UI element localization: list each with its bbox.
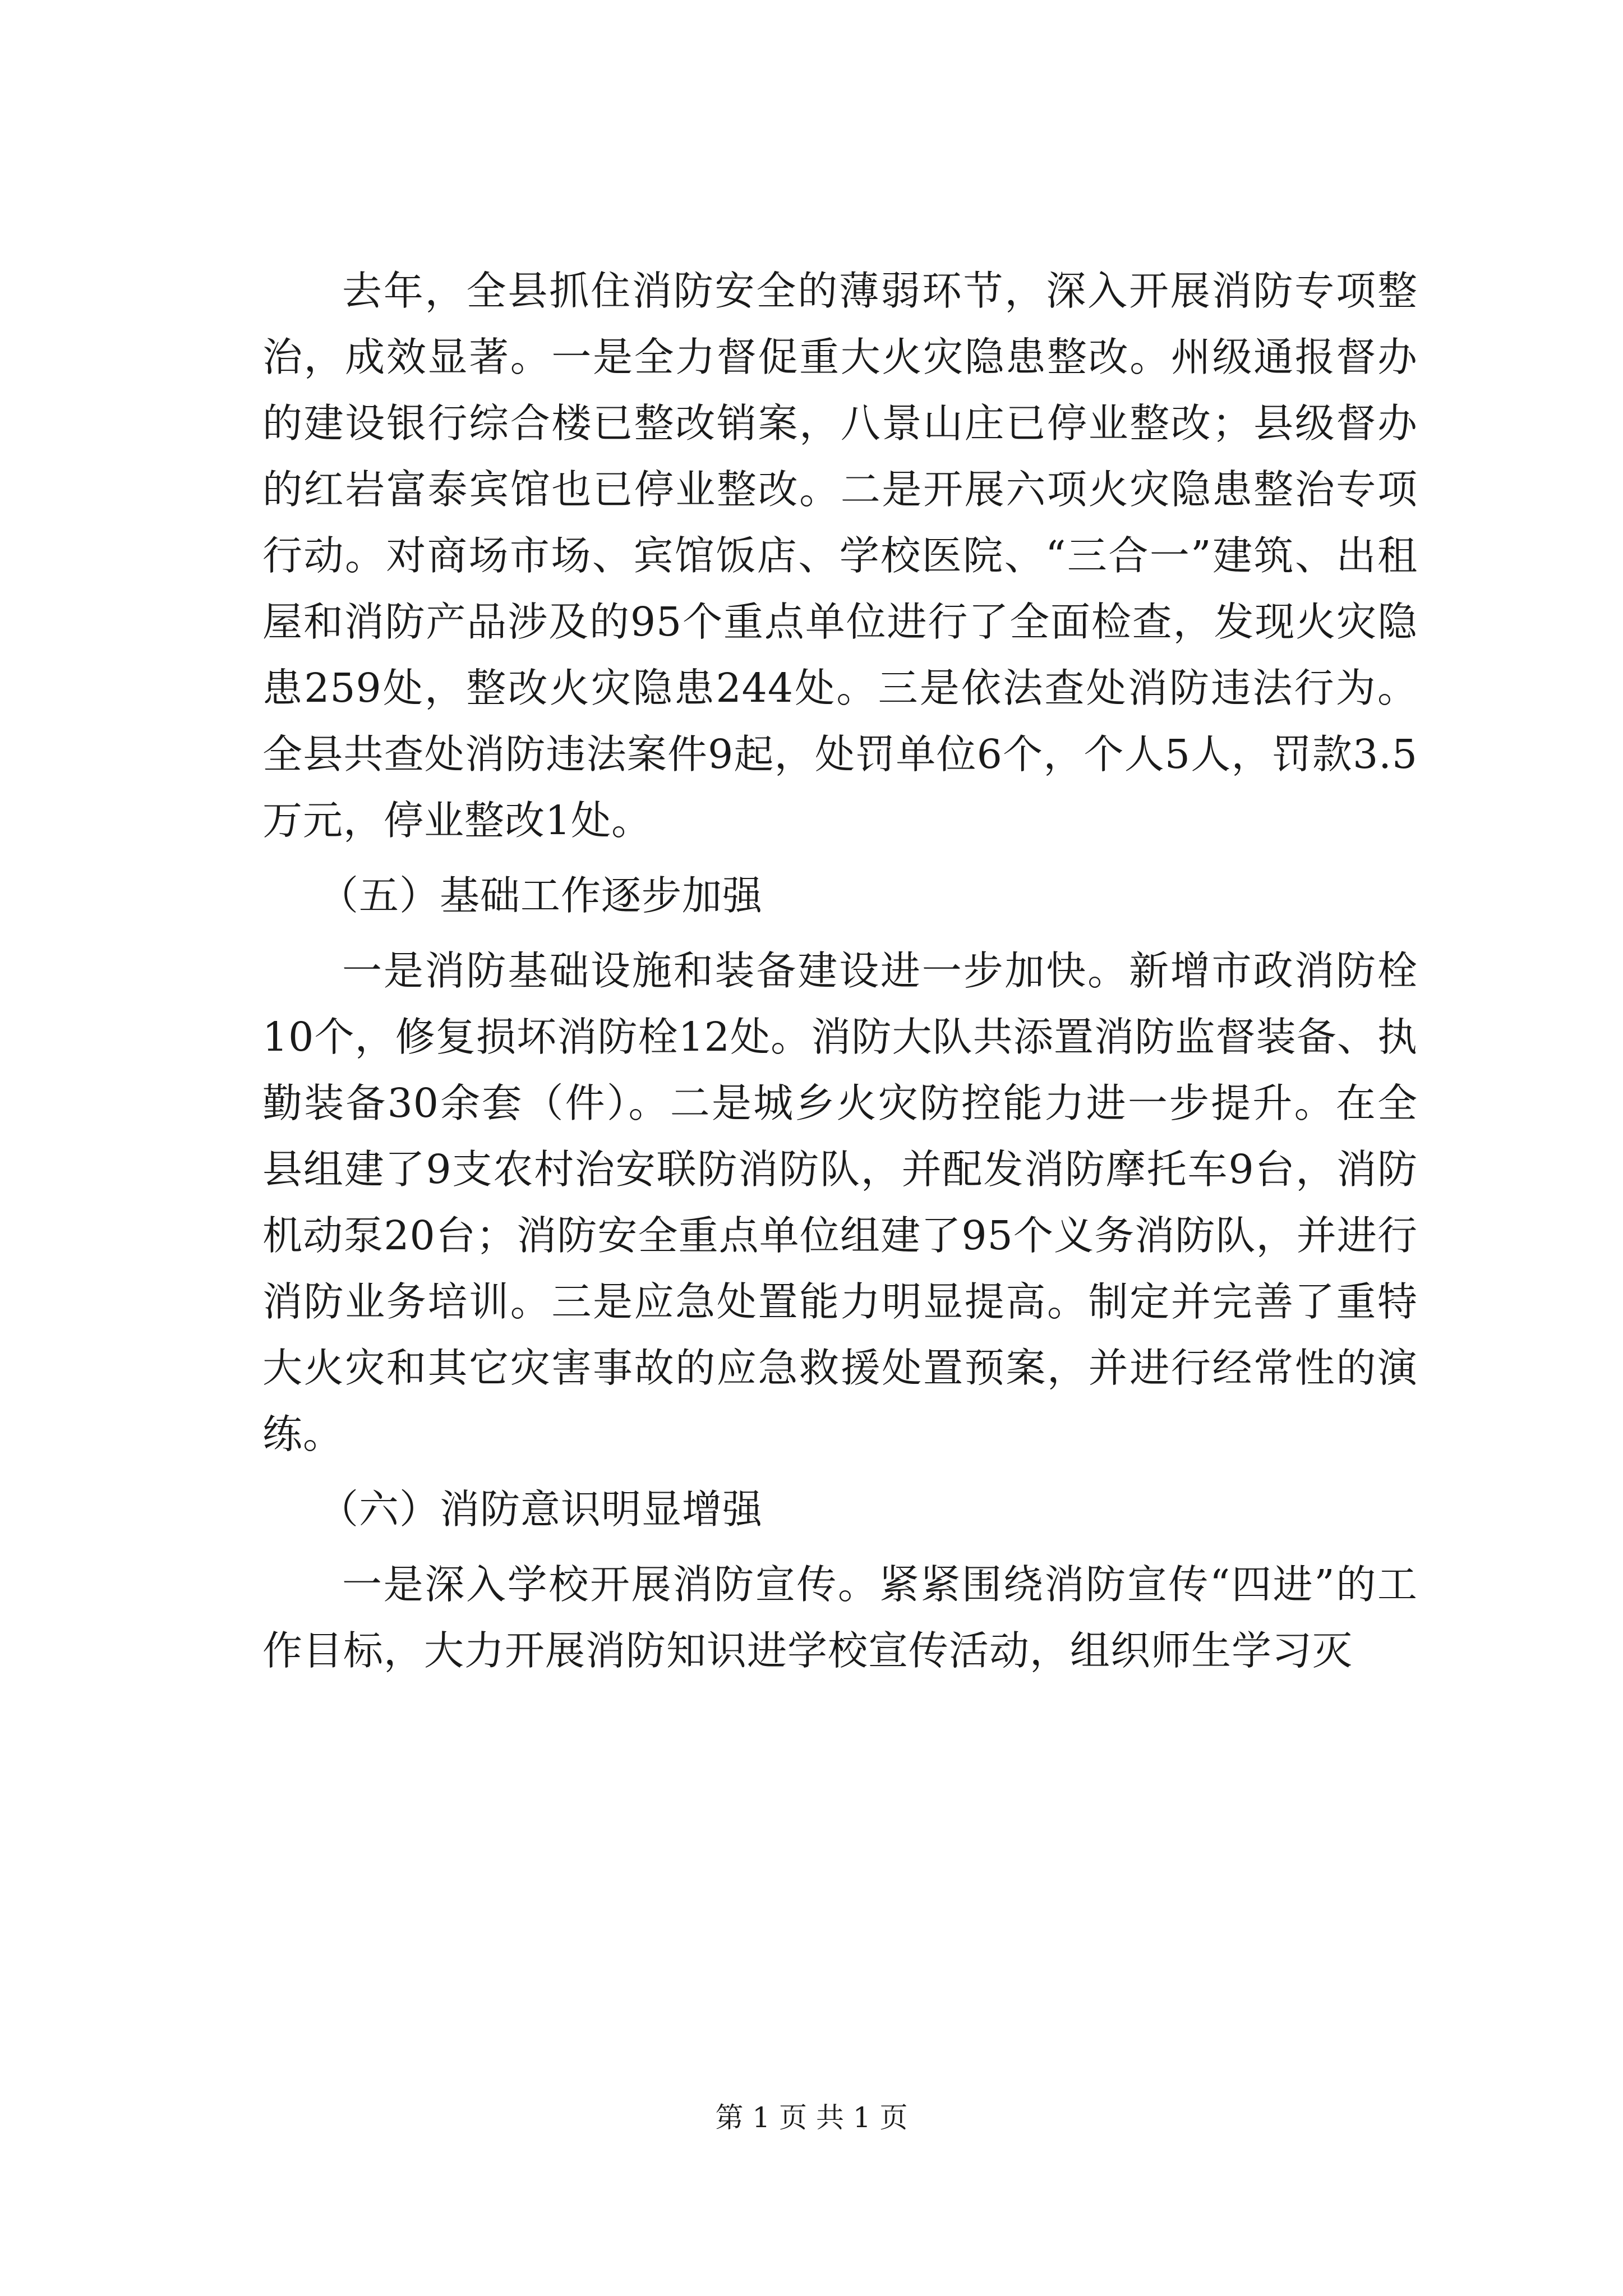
paragraph-awareness: 一是深入学校开展消防宣传。紧紧围绕消防宣传“四进”的工作目标，大力开展消防知识进学校宣传活动，组织师生学习灭: [262, 1561, 1418, 1674]
paragraph-fire-rectification: 去年，全县抓住消防安全的薄弱环节，深入开展消防专项整治，成效显著。一是全力督促重大火灾隐患整改。州级通报督办的建设银行综合楼已整改销案，八景山庄已停业整改；县级督办的红岩富泰宾馆也已停业整改。二是开展六项火灾隐患整治专项行动。对商场市场、宾馆饭店、学校医院、“三合一”建筑、出租屋和消防产品涉及的95个重点单位进行了全面检查，发现火灾隐患259处，整改火灾隐患244处。三是依法查处消防违法行为。全县共查处消防违法案件9起，处罚单位6个，个人5人，罚款3.5万元，停业整改1处。: [262, 268, 1418, 844]
section-heading-6: （六）消防意识明显增强: [319, 1486, 763, 1533]
paragraph-infrastructure: 一是消防基础设施和装备建设进一步加快。新增市政消防栓10个，修复损坏消防栓12处。消防大队共添置消防监督装备、执勤装备30余套（件）。二是城乡火灾防控能力进一步提升。在全县组建了9支农村治安联防消防队，并配发消防摩托车9台，消防机动泵20台；消防安全重点单位组建了95个义务消防队，并进行消防业务培训。三是应急处置能力明显提高。制定并完善了重特大火灾和其它灾害事故的应急救援处置预案，并进行经常性的演练。: [262, 947, 1418, 1457]
section-heading-5: （五）基础工作逐步加强: [319, 872, 763, 919]
page-footer: 第 1 页 共 1 页: [715, 2101, 908, 2134]
document-body: [262, 258, 1418, 1684]
